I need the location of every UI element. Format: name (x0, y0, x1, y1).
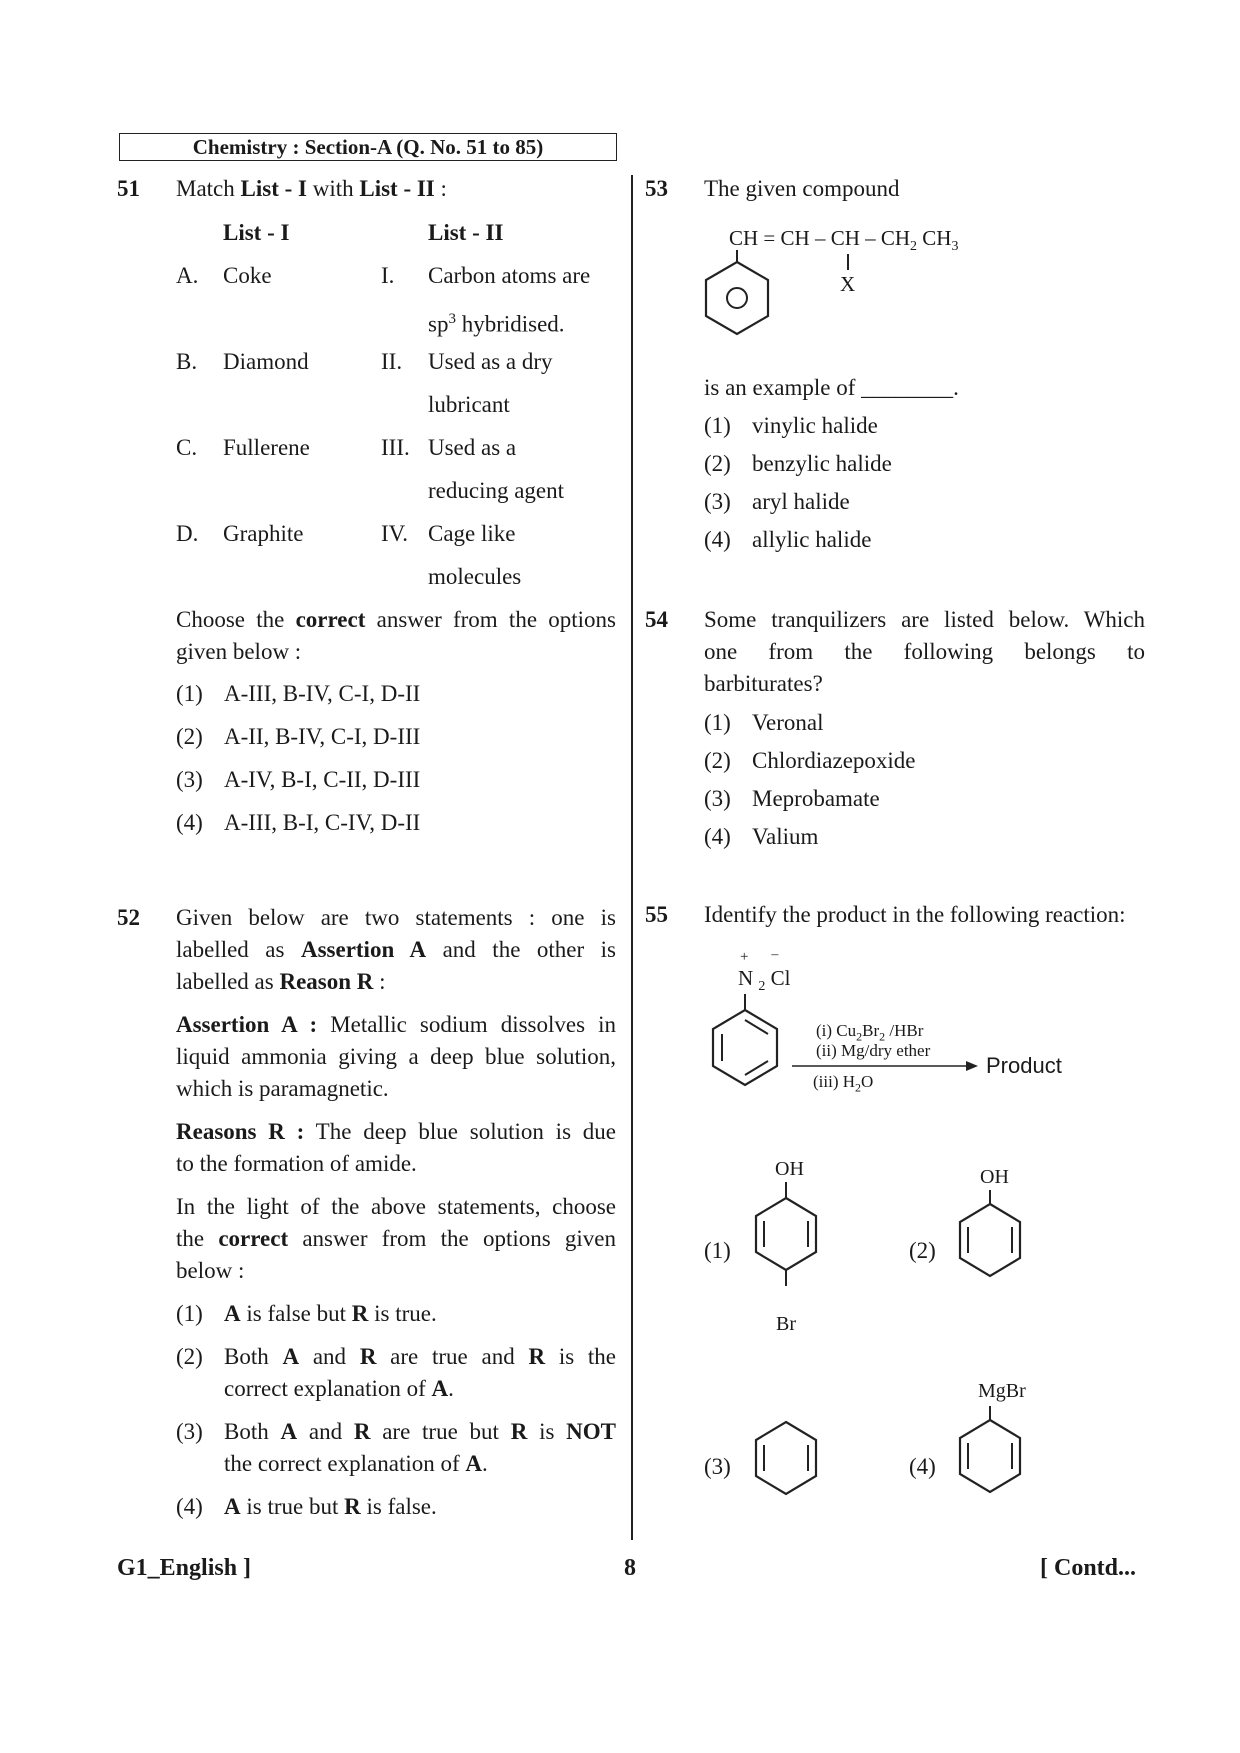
q55-option-3-structure[interactable] (748, 1418, 828, 1518)
aromatic-circle (727, 288, 747, 308)
footer-paper-code: G1_English ] (117, 1555, 252, 1581)
question-54-number: 54 (645, 607, 668, 632)
q51-option-3[interactable]: (3) A-IV, B-I, C-II, D-III (176, 767, 421, 792)
list-2-header: List - II (428, 220, 504, 245)
footer-continued: [ Contd... (1040, 1555, 1137, 1581)
question-51-instruction: Choose the correct answer from the options given below : (176, 607, 616, 664)
q55-option-1-number[interactable]: (1) (704, 1238, 731, 1263)
question-55-number: 55 (645, 902, 668, 927)
q54-option-2[interactable]: (2) Chlordiazepoxide (704, 748, 916, 773)
x-bond-line (847, 254, 849, 270)
row-a-letter: A. (176, 263, 199, 288)
row-a-item: Coke (223, 263, 272, 288)
q52-option-3[interactable]: (3) Both A and R are true but R is NOT the correct explanation of A. (176, 1419, 616, 1476)
row-a-desc-2: $sp^3$ hybridised. (428, 311, 565, 337)
q53-option-1[interactable]: (1) vinylic halide (704, 413, 878, 438)
row-d-desc-1: Cage like (428, 521, 516, 546)
row-a-roman: I. (381, 263, 395, 288)
row-b-desc-1: Used as a dry (428, 349, 553, 374)
question-51-stem: Match List - I with List - II : (176, 176, 447, 201)
q55-option-2-structure[interactable] (952, 1188, 1032, 1298)
question-53-stem: The given compound (704, 176, 900, 201)
question-52-stem: Given below are two statements : one is labelled as Assertion A and the other is labelled as Reason R : (176, 905, 616, 994)
q51-option-4[interactable]: (4) A-III, B-I, C-IV, D-II (176, 810, 421, 835)
reason-r: Reasons R : The deep blue solution is due to the formation of amide. (176, 1119, 616, 1176)
compound-formula: CH = CH – CH – $CH_2$ $CH_3$ (729, 226, 959, 255)
list-1-header: List - I (223, 220, 290, 245)
row-d-desc-2: molecules (428, 564, 522, 589)
row-c-item: Fullerene (223, 435, 310, 460)
row-c-roman: III. (381, 435, 410, 460)
product-label: Product (986, 1053, 1062, 1078)
footer-page-number: 8 (624, 1555, 636, 1581)
substituent-x: X (840, 272, 856, 296)
q55-option-4-structure[interactable] (952, 1404, 1032, 1514)
reactant-benzene (705, 990, 785, 1110)
q55-opt1-br: Br (776, 1313, 796, 1335)
q52-option-2[interactable]: (2) Both A and R are true and R is the correct explanation of A. (176, 1344, 617, 1401)
row-d-letter: D. (176, 521, 199, 546)
q55-opt4-mgbr: MgBr (978, 1380, 1026, 1402)
q52-option-4[interactable]: (4) A is true but R is false. (176, 1494, 437, 1519)
q51-option-2[interactable]: (2) A-II, B-IV, C-I, D-III (176, 724, 421, 749)
q53-benzene-ring (700, 245, 780, 345)
row-b-desc-2: lubricant (428, 392, 510, 417)
row-d-item: Graphite (223, 521, 304, 546)
row-b-letter: B. (176, 349, 198, 374)
row-c-letter: C. (176, 435, 198, 460)
question-52-instruction: In the light of the above statements, choose the correct answer from the options given below : (176, 1194, 616, 1283)
hexagon (706, 262, 768, 334)
q54-option-3[interactable]: (3) Meprobamate (704, 786, 880, 811)
q53-option-3[interactable]: (3) aryl halide (704, 489, 850, 514)
question-51-number: 51 (117, 176, 140, 201)
q55-option-1-structure[interactable] (748, 1180, 828, 1316)
section-header: Chemistry : Section-A (Q. No. 51 to 85) (119, 133, 617, 161)
reagent-step-2: (ii) Mg/dry ether (816, 1041, 931, 1060)
assertion-a: Assertion A : Metallic sodium dissolves in liquid ammonia giving a deep blue solution, which is paramagnetic. (176, 1012, 616, 1101)
q51-option-1[interactable]: (1) A-III, B-IV, C-I, D-II (176, 681, 421, 706)
question-54-stem: Some tranquilizers are listed below. Which one from the following belongs to barbiturates? (704, 607, 1145, 696)
row-b-roman: II. (381, 349, 403, 374)
q54-option-4[interactable]: (4) Valium (704, 824, 819, 849)
q53-option-4[interactable]: (4) allylic halide (704, 527, 872, 552)
arrow-head (966, 1061, 978, 1071)
diazonium-label: N + $_2$ Cl – (738, 947, 791, 995)
row-c-desc-1: Used as a (428, 435, 517, 460)
question-52-number: 52 (117, 905, 140, 930)
q52-option-1[interactable]: (1) A is false but R is true. (176, 1301, 437, 1326)
q55-option-3-number[interactable]: (3) (704, 1454, 731, 1479)
q53-option-2[interactable]: (2) benzylic halide (704, 451, 892, 476)
reagent-step-3: (iii) $H_2O$ (813, 1072, 874, 1095)
q55-option-4-number[interactable]: (4) (909, 1454, 936, 1479)
row-d-roman: IV. (381, 521, 409, 546)
question-53-number: 53 (645, 176, 668, 201)
q55-opt1-oh: OH (775, 1158, 804, 1180)
reagent-step-1: (i) $Cu_2Br_2$ /HBr (816, 1021, 924, 1044)
row-b-item: Diamond (223, 349, 309, 374)
row-a-desc-1: Carbon atoms are (428, 263, 591, 288)
q55-option-2-number[interactable]: (2) (909, 1238, 936, 1263)
q54-option-1[interactable]: (1) Veronal (704, 710, 824, 735)
question-55-stem: Identify the product in the following reaction: (704, 902, 1126, 927)
question-53-tail: is an example of ________. (704, 375, 959, 400)
q55-opt2-oh: OH (980, 1166, 1009, 1188)
row-c-desc-2: reducing agent (428, 478, 565, 503)
column-divider (631, 175, 633, 1540)
